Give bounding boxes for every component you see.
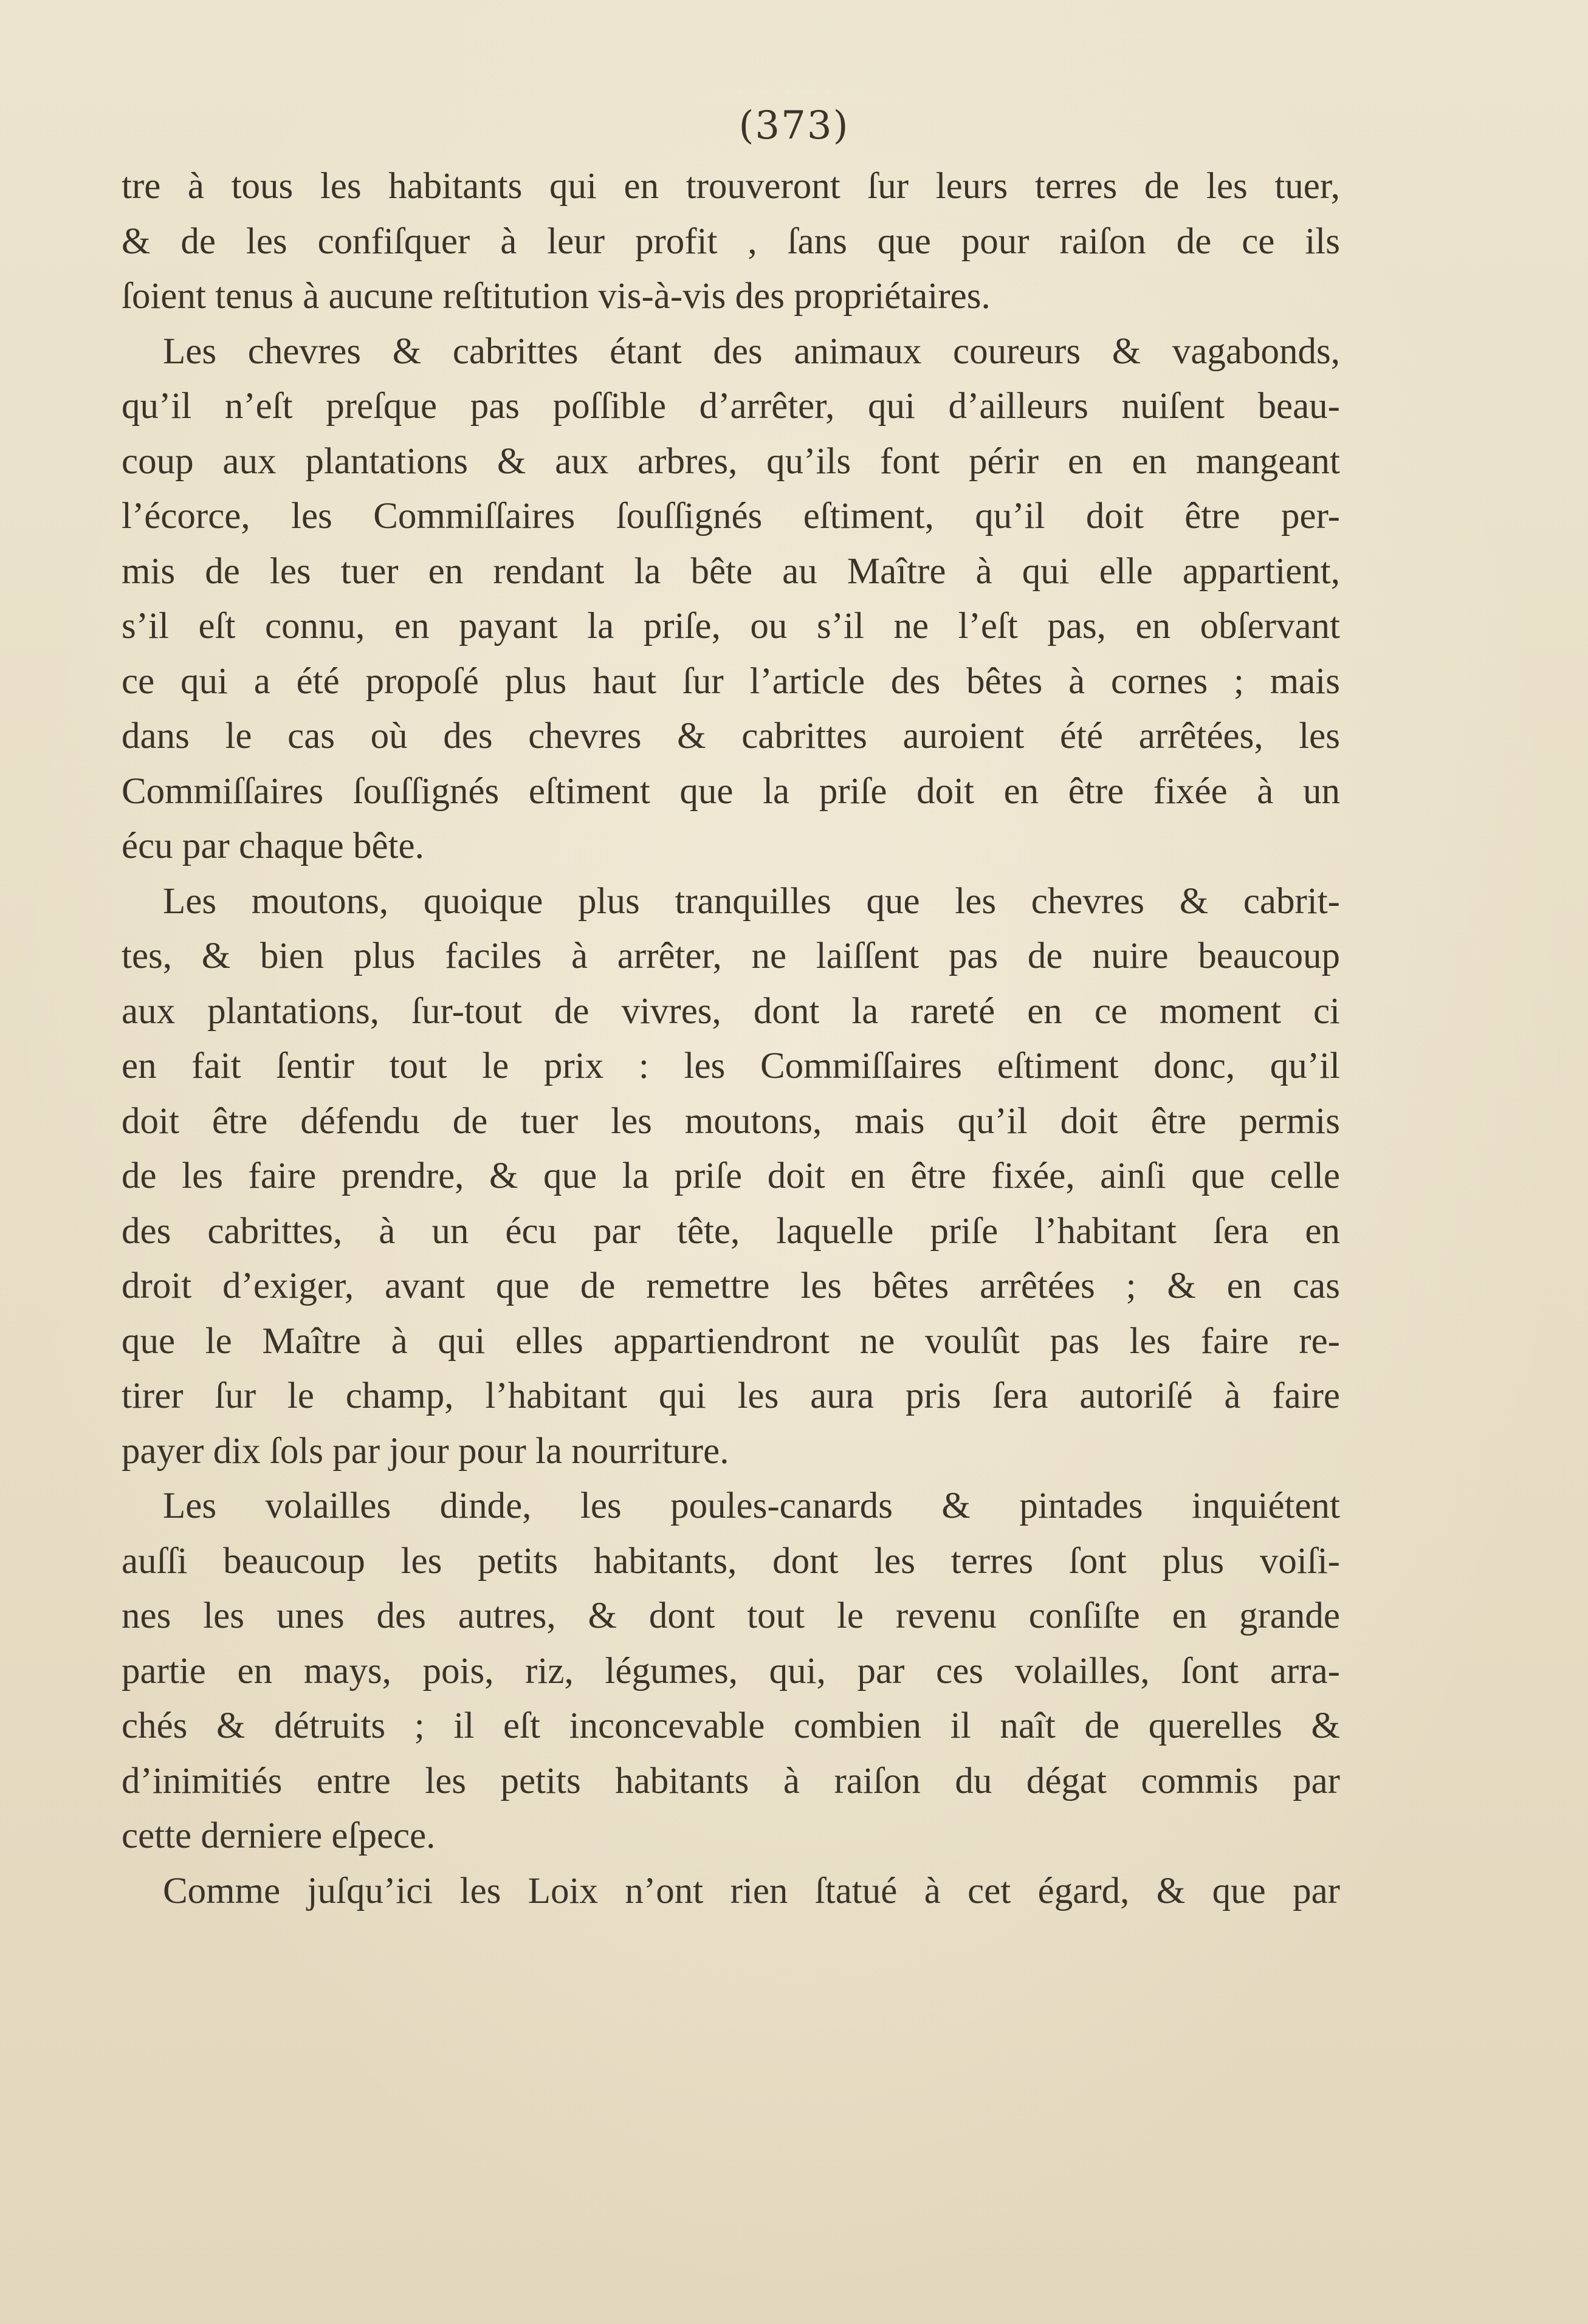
text-line: Les volailles dinde, les poules-canards & pintades inquiétent — [163, 1486, 1340, 1526]
text-line: auſſi beaucoup les petits habitants, dont les terres ſont plus voiſi- — [122, 1540, 1340, 1582]
text-line: coup aux plantations & aux arbres, qu’ils font périr en en mangeant — [122, 440, 1340, 482]
page-number: (373) — [738, 103, 850, 148]
text-line: chés & détruits ; il eſt inconcevable combien il naît de querelles & — [122, 1705, 1340, 1746]
text-line: l’écorce, les Commiſſaires ſouſſignés eſtiment, qu’il doit être per- — [122, 496, 1340, 536]
text-line: Comme juſqu’ici les Loix n’ont rien ſtatué à cet égard, & que par — [163, 1870, 1340, 1911]
text-line: d’inimitiés entre les petits habitants à raiſon du dégat commis par — [122, 1760, 1340, 1801]
text-line: en fait ſentir tout le prix : les Commiſſaires eſtiment donc, qu’il — [122, 1046, 1340, 1086]
text-line: & de les confiſquer à leur profit , ſans que pour raiſon de ce ils — [122, 221, 1340, 262]
text-line: doit être défendu de tuer les moutons, mais qu’il doit être permis — [122, 1100, 1340, 1142]
text-line: qu’il n’eſt preſque pas poſſible d’arrêter, qui d’ailleurs nuiſent beau- — [122, 386, 1340, 427]
text-line: des cabrittes, à un écu par tête, laquelle priſe l’habitant ſera en — [122, 1210, 1340, 1252]
text-line: de les faire prendre, & que la priſe doit en être fixée, ainſi que celle — [122, 1156, 1340, 1196]
text-line: ce qui a été propoſé plus haut ſur l’article des bêtes à cornes ; mais — [122, 660, 1340, 702]
text-line: droit d’exiger, avant que de remettre les bêtes arrêtées ; & en cas — [122, 1266, 1340, 1306]
text-line: payer dix ſols par jour pour la nourriture. — [122, 1430, 729, 1472]
text-line: partie en mays, pois, riz, légumes, qui, par ces volailles, ſont arra- — [122, 1650, 1340, 1692]
text-line: tes, & bien plus faciles à arrêter, ne laiſſent pas de nuire beaucoup — [122, 936, 1340, 976]
text-line: tirer ſur le champ, l’habitant qui les aura pris ſera autoriſé à faire — [122, 1376, 1340, 1416]
text-line: aux plantations, ſur-tout de vivres, dont la rareté en ce moment ci — [122, 990, 1340, 1032]
text-line: mis de les tuer en rendant la bête au Maître à qui elle appartient, — [122, 550, 1340, 592]
text-line: Les chevres & cabrittes étant des animaux coureurs & vagabonds, — [163, 331, 1340, 372]
text-line: écu par chaque bête. — [122, 826, 424, 866]
text-line: Les moutons, quoique plus tranquilles que les chevres & cabrit- — [163, 880, 1340, 922]
text-line: ſoient tenus à aucune reſtitution vis-à-vis des propriétaires. — [122, 276, 991, 317]
text-line: Commiſſaires ſouſſignés eſtiment que la priſe doit en être fixée à un — [122, 770, 1340, 812]
text-line: cette derniere eſpece. — [122, 1815, 436, 1856]
text-line: que le Maître à qui elles appartiendront ne voulût pas les faire re- — [122, 1320, 1340, 1362]
text-line: s’il eſt connu, en payant la priſe, ou s’il ne l’eſt pas, en obſervant — [122, 606, 1340, 646]
text-line: dans le cas où des chevres & cabrittes auroient été arrêtées, les — [122, 716, 1340, 756]
text-line: nes les unes des autres, & dont tout le revenu conſiſte en grande — [122, 1596, 1340, 1636]
text-line: tre à tous les habitants qui en trouveront ſur leurs terres de les tuer, — [122, 166, 1340, 207]
body-text — [122, 159, 1340, 1919]
